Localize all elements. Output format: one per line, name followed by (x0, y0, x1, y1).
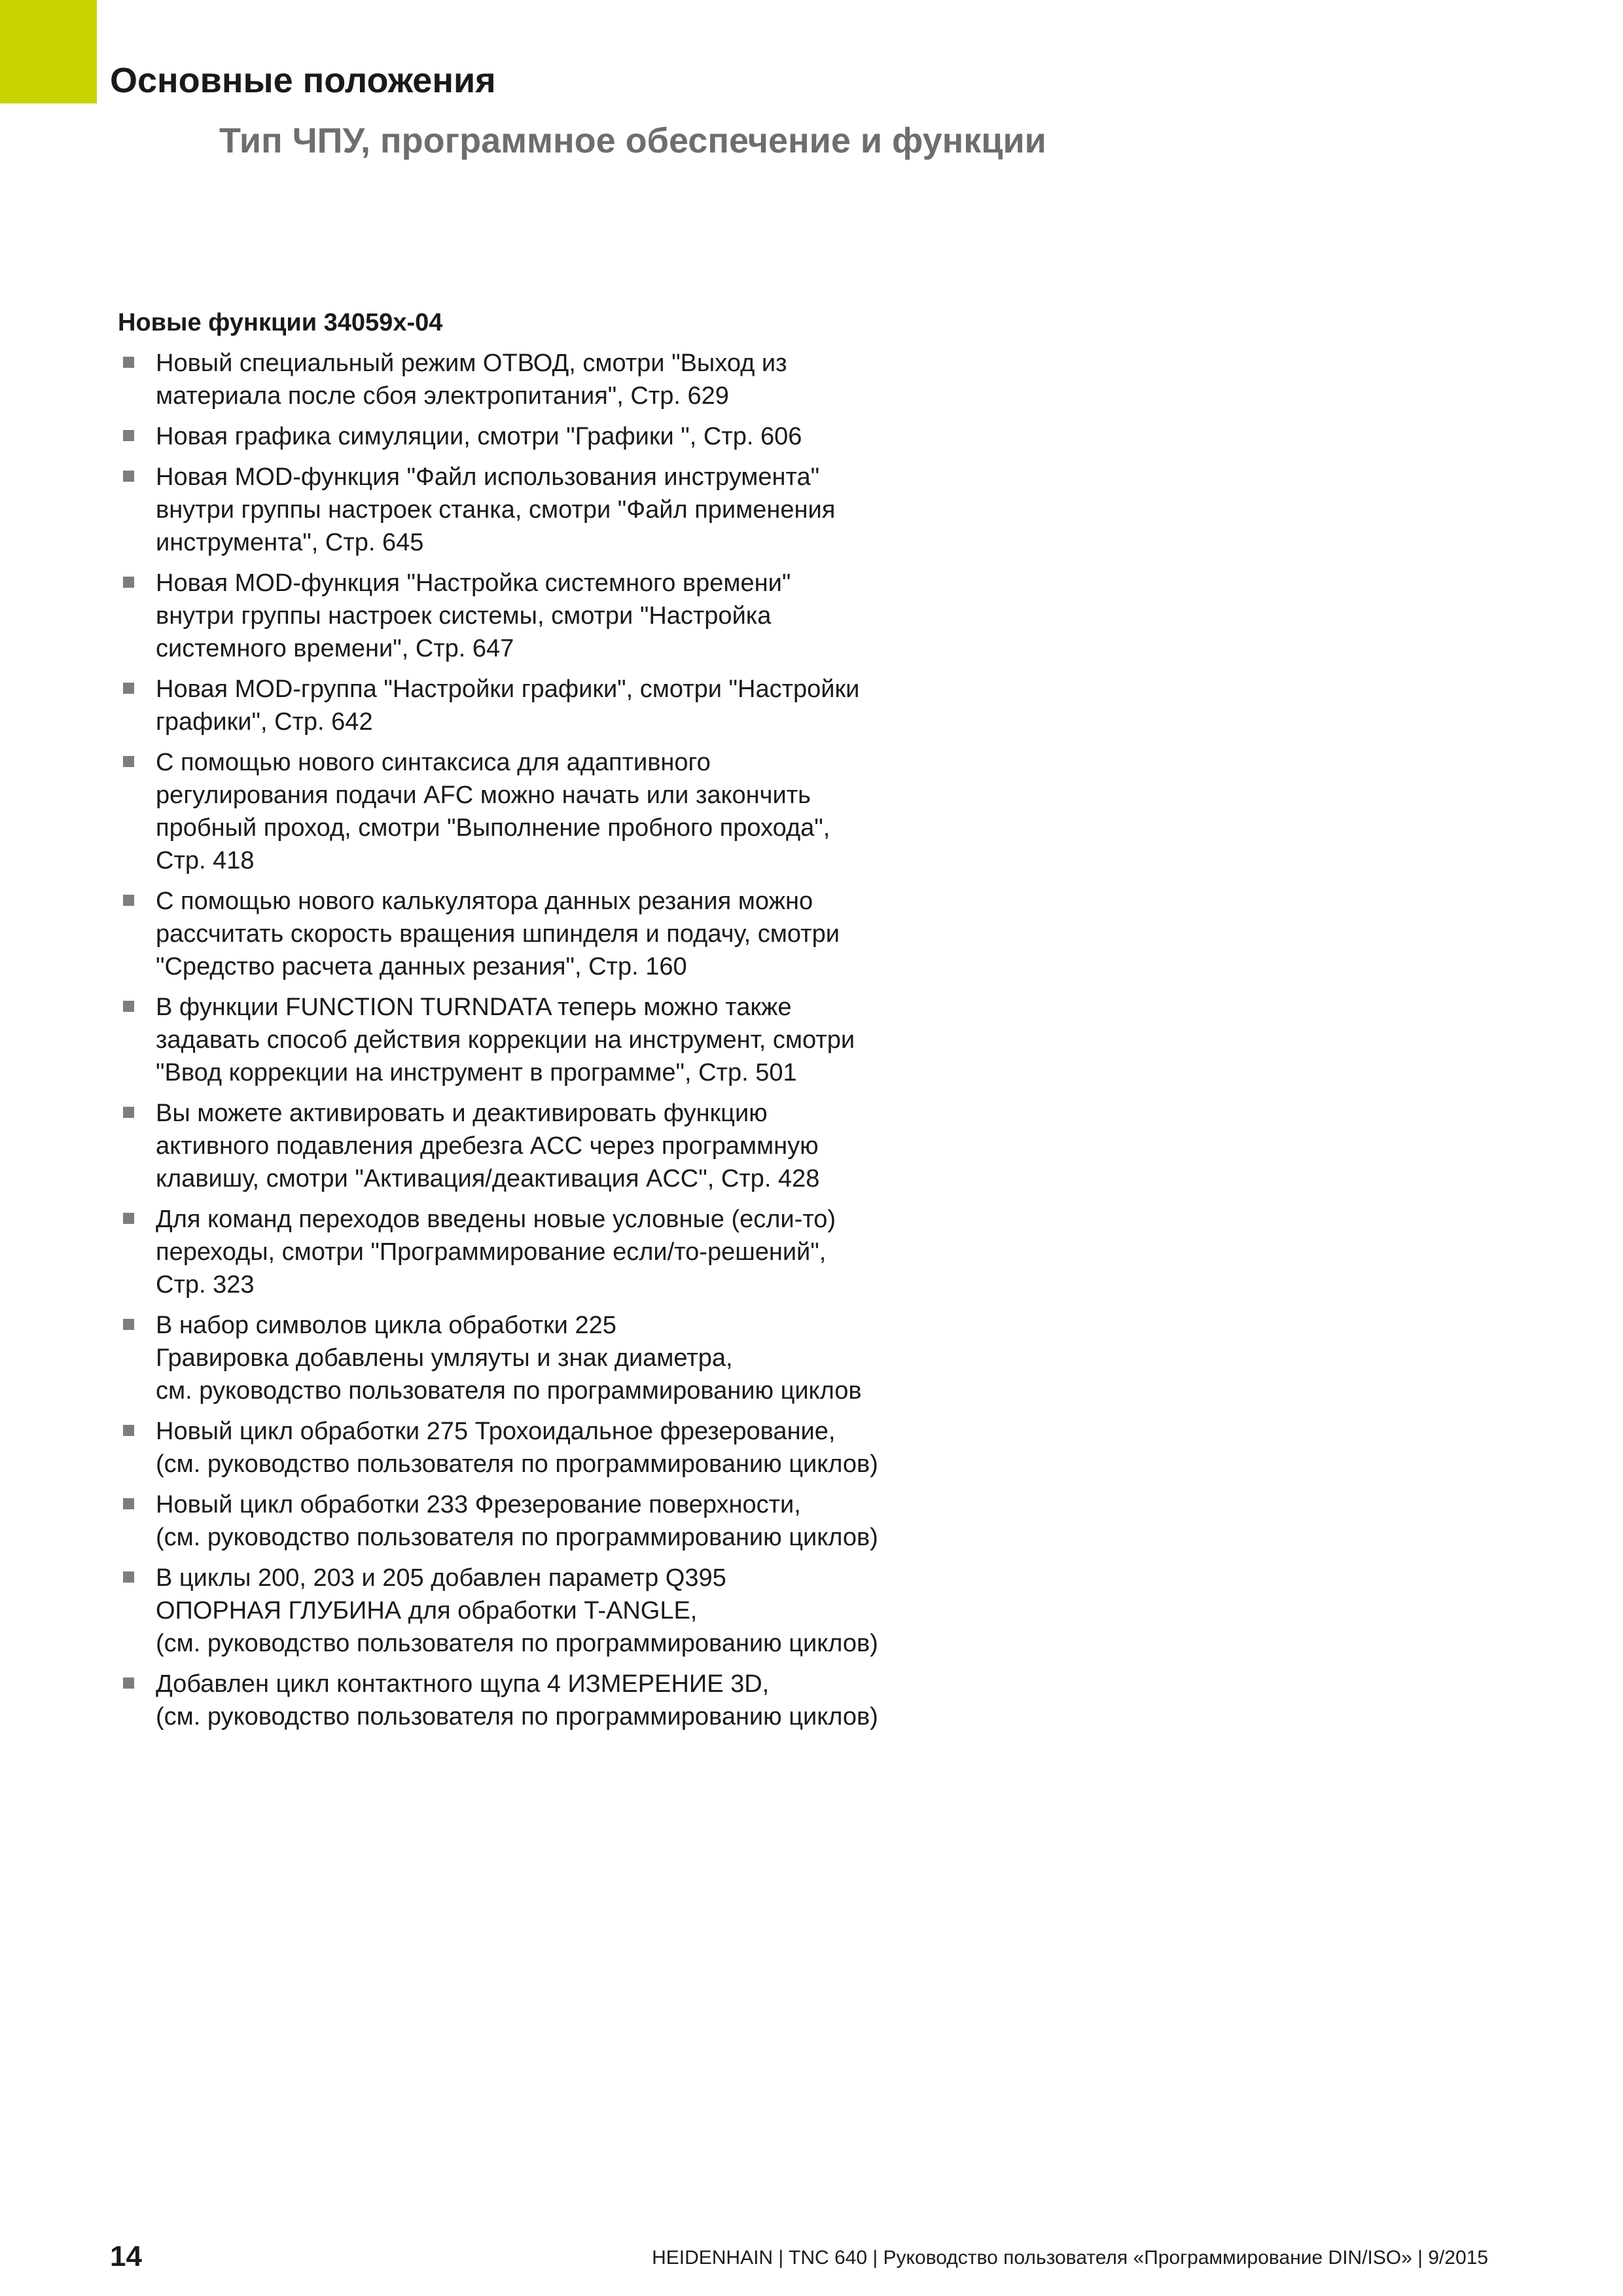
list-item-text-line: системного времени", Стр. 647 (156, 635, 514, 662)
square-bullet-icon (123, 683, 134, 694)
square-bullet-icon (123, 1571, 134, 1583)
list-item (118, 1309, 969, 1407)
page-number: 14 (110, 2240, 142, 2272)
list-item-text-line: (см. руководство пользователя по программированию циклов) (156, 1703, 878, 1731)
square-bullet-icon (123, 430, 134, 441)
list-item-text-line: см. руководство пользователя по программированию циклов (156, 1377, 862, 1405)
list-item (118, 1203, 969, 1301)
list-item-text-line: активного подавления дребезга ACC через программную (156, 1132, 819, 1160)
list-item (118, 567, 969, 665)
page-footer (0, 2237, 1623, 2276)
list-item (118, 746, 969, 877)
list-item (118, 1668, 969, 1733)
list-item-text-line: Новый цикл обработки 233 Фрезерование поверхности, (156, 1491, 801, 1518)
list-item-text-line: ОПОРНАЯ ГЛУБИНА для обработки T-ANGLE, (156, 1597, 698, 1624)
list-item (118, 1488, 969, 1554)
list-item-text-line: внутри группы настроек системы, смотри "Настройка (156, 602, 772, 630)
list-item-text-line: (см. руководство пользователя по программированию циклов) (156, 1450, 878, 1478)
square-bullet-icon (123, 1498, 134, 1509)
list-item-text-line: Новый специальный режим ОТВОД, смотри "Выход из (156, 350, 787, 377)
square-bullet-icon (123, 1107, 134, 1118)
list-item-text-line: В набор символов цикла обработки 225 (156, 1312, 616, 1339)
list-item-text-line: Новая MOD-группа "Настройки графики", смотри "Настройки (156, 675, 860, 703)
chapter-accent-bar (0, 0, 97, 103)
square-bullet-icon (123, 895, 134, 906)
list-item-text-line: внутри группы настроек станка, смотри "Файл применения (156, 496, 836, 524)
list-item-text-line: переходы, смотри "Программирование если/то-решений", (156, 1238, 827, 1266)
list-item-text-line: "Средство расчета данных резания", Стр. 160 (156, 953, 687, 980)
square-bullet-icon (123, 357, 134, 368)
list-item-text-line: Стр. 323 (156, 1271, 255, 1299)
list-item-text-line: Новая MOD-функция "Настройка системного времени" (156, 569, 791, 597)
square-bullet-icon (123, 577, 134, 588)
list-item-text-line: материала после сбоя электропитания", Стр. 629 (156, 382, 729, 410)
section-title: Тип ЧПУ, программное обеспечение и функции (219, 121, 1046, 160)
square-bullet-icon (123, 1001, 134, 1012)
feature-list (118, 347, 969, 1733)
main-content (118, 306, 969, 1741)
square-bullet-icon (123, 471, 134, 482)
square-bullet-icon (123, 1677, 134, 1689)
list-item-text-line: рассчитать скорость вращения шпинделя и подачу, смотри (156, 920, 840, 948)
list-item (118, 1097, 969, 1195)
list-item-text-line: графики", Стр. 642 (156, 708, 373, 736)
square-bullet-icon (123, 756, 134, 767)
list-item (118, 991, 969, 1089)
list-item-text-line: регулирования подачи AFC можно начать или закончить (156, 781, 811, 809)
list-item-text-line: пробный проход, смотри "Выполнение пробного прохода", (156, 814, 830, 842)
list-item-text-line: В циклы 200, 203 и 205 добавлен параметр Q395 (156, 1564, 726, 1592)
list-item-text-line: Добавлен цикл контактного щупа 4 ИЗМЕРЕНИЕ 3D, (156, 1670, 770, 1698)
list-item-text-line: Стр. 418 (156, 847, 255, 874)
list-item (118, 461, 969, 559)
list-item-text-line: (см. руководство пользователя по программированию циклов) (156, 1630, 878, 1657)
list-item-text-line: Для команд переходов введены новые условные (если-то) (156, 1206, 836, 1233)
list-item-text-line: Гравировка добавлены умляуты и знак диаметра, (156, 1344, 733, 1372)
list-item-text-line: (см. руководство пользователя по программированию циклов) (156, 1524, 878, 1551)
subheading: Новые функции 34059x-04 (118, 309, 443, 336)
list-item-text-line: С помощью нового калькулятора данных резания можно (156, 888, 813, 915)
list-item (118, 673, 969, 738)
list-item-text-line: Новый цикл обработки 275 Трохоидальное фрезерование, (156, 1418, 836, 1445)
list-item (118, 420, 969, 453)
list-item-text-line: В функции FUNCTION TURNDATA теперь можно также (156, 994, 792, 1021)
footer-text: HEIDENHAIN | TNC 640 | Руководство пользователя «Программирование DIN/ISO» | 9/2015 (652, 2247, 1488, 2269)
list-item-text-line: С помощью нового синтаксиса для адаптивного (156, 749, 711, 776)
list-item-text-line: Новая MOD-функция "Файл использования инструмента" (156, 463, 820, 491)
list-item-text-line: клавишу, смотри "Активация/деактивация ACC", Стр. 428 (156, 1165, 820, 1193)
list-item (118, 885, 969, 983)
list-item-text-line: Новая графика симуляции, смотри "Графики ", Стр. 606 (156, 423, 802, 450)
list-item (118, 1415, 969, 1480)
chapter-title: Основные положения (110, 61, 496, 100)
list-item-text-line: задавать способ действия коррекции на инструмент, смотри (156, 1026, 855, 1054)
list-item-text-line: инструмента", Стр. 645 (156, 529, 424, 556)
square-bullet-icon (123, 1213, 134, 1224)
square-bullet-icon (123, 1425, 134, 1436)
square-bullet-icon (123, 1319, 134, 1330)
list-item-text-line: "Ввод коррекции на инструмент в программе", Стр. 501 (156, 1059, 797, 1086)
list-item (118, 1562, 969, 1660)
list-item (118, 347, 969, 412)
list-item-text-line: Вы можете активировать и деактивировать функцию (156, 1100, 768, 1127)
